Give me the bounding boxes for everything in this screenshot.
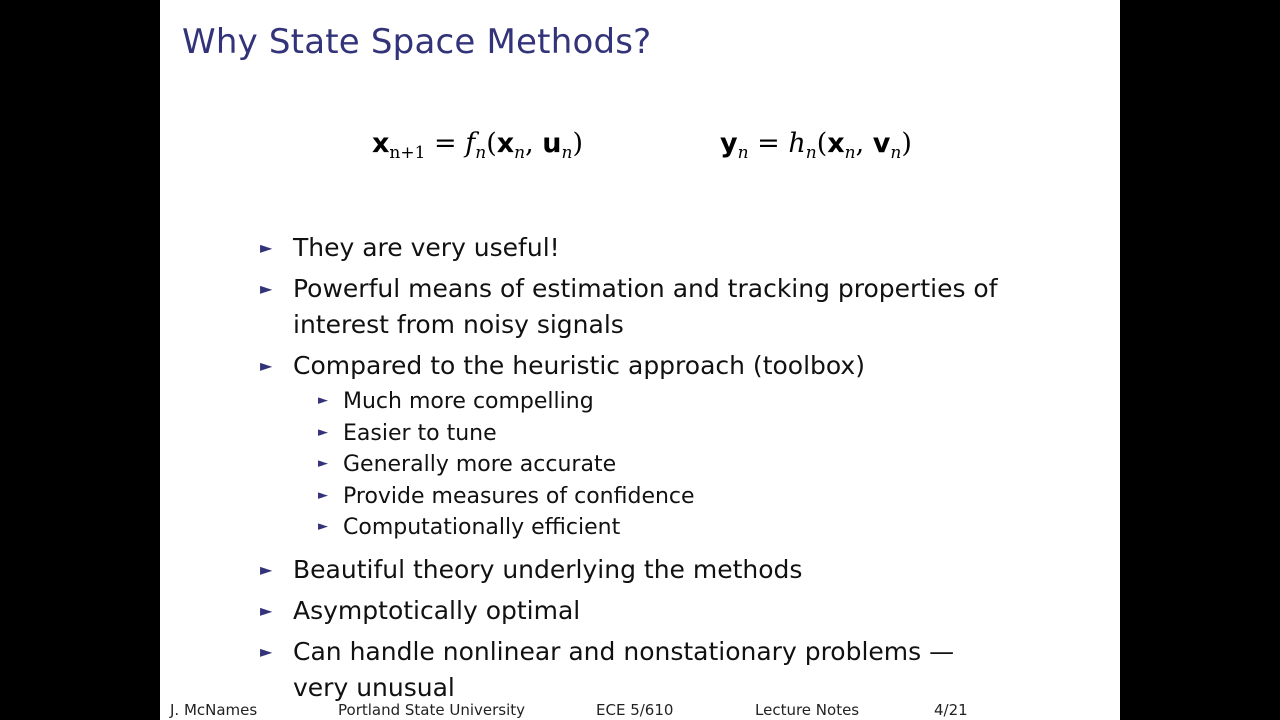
triangle-bullet-icon: ►	[260, 238, 273, 257]
sub-list-item: ► Computationally efficient	[318, 512, 1000, 544]
footer-doc: Lecture Notes	[755, 701, 860, 719]
triangle-bullet-icon: ►	[318, 487, 328, 503]
list-item: ► Compared to the heuristic approach (toolbox) ► Much more compelling ► Easier to tune ► Generally more accurate ► Provide measures of confidence ► Computationally efficient	[260, 348, 1000, 544]
triangle-bullet-icon: ►	[260, 641, 273, 661]
list-item: ► They are very useful!	[260, 230, 1000, 266]
triangle-bullet-icon: ►	[260, 356, 273, 375]
triangle-bullet-icon: ►	[260, 600, 273, 620]
footer-page: 4/21	[934, 701, 968, 719]
sub-list-item: ► Generally more accurate	[318, 449, 1000, 481]
list-item: ► Beautiful theory underlying the methods	[260, 552, 1000, 588]
footer-institution: Portland State University	[338, 701, 526, 719]
triangle-bullet-icon: ►	[260, 559, 273, 579]
slide	[160, 0, 1120, 720]
sub-bullet-list	[293, 386, 1000, 544]
observation-equation: $y_n = h_n(x_n$, $v_n$)	[720, 128, 912, 163]
footer-author: J. McNames	[170, 701, 258, 719]
triangle-bullet-icon: ►	[318, 519, 328, 535]
triangle-bullet-icon: ►	[260, 279, 273, 298]
triangle-bullet-icon: ►	[318, 456, 328, 472]
sub-list-item: ► Provide measures of confidence	[318, 481, 1000, 513]
state-equation: $x_{n+1} = f_n(x_n$, $u_n$)	[372, 128, 584, 163]
triangle-bullet-icon: ►	[318, 424, 328, 440]
slide-title: Why State Space Methods?	[182, 22, 652, 62]
triangle-bullet-icon: ►	[318, 393, 328, 408]
bullet-list	[260, 230, 1000, 711]
footer-course: ECE 5/610	[596, 701, 674, 719]
list-item: ► Powerful means of estimation and tracking properties of interest from noisy signals	[260, 271, 1000, 343]
list-item: ► Asymptotically optimal	[260, 593, 1000, 629]
list-item: ► Can handle nonlinear and nonstationary problems — very unusual	[260, 634, 1000, 706]
sub-list-item: ► Easier to tune	[318, 418, 1000, 450]
sub-list-item: ► Much more compelling	[318, 386, 1000, 418]
